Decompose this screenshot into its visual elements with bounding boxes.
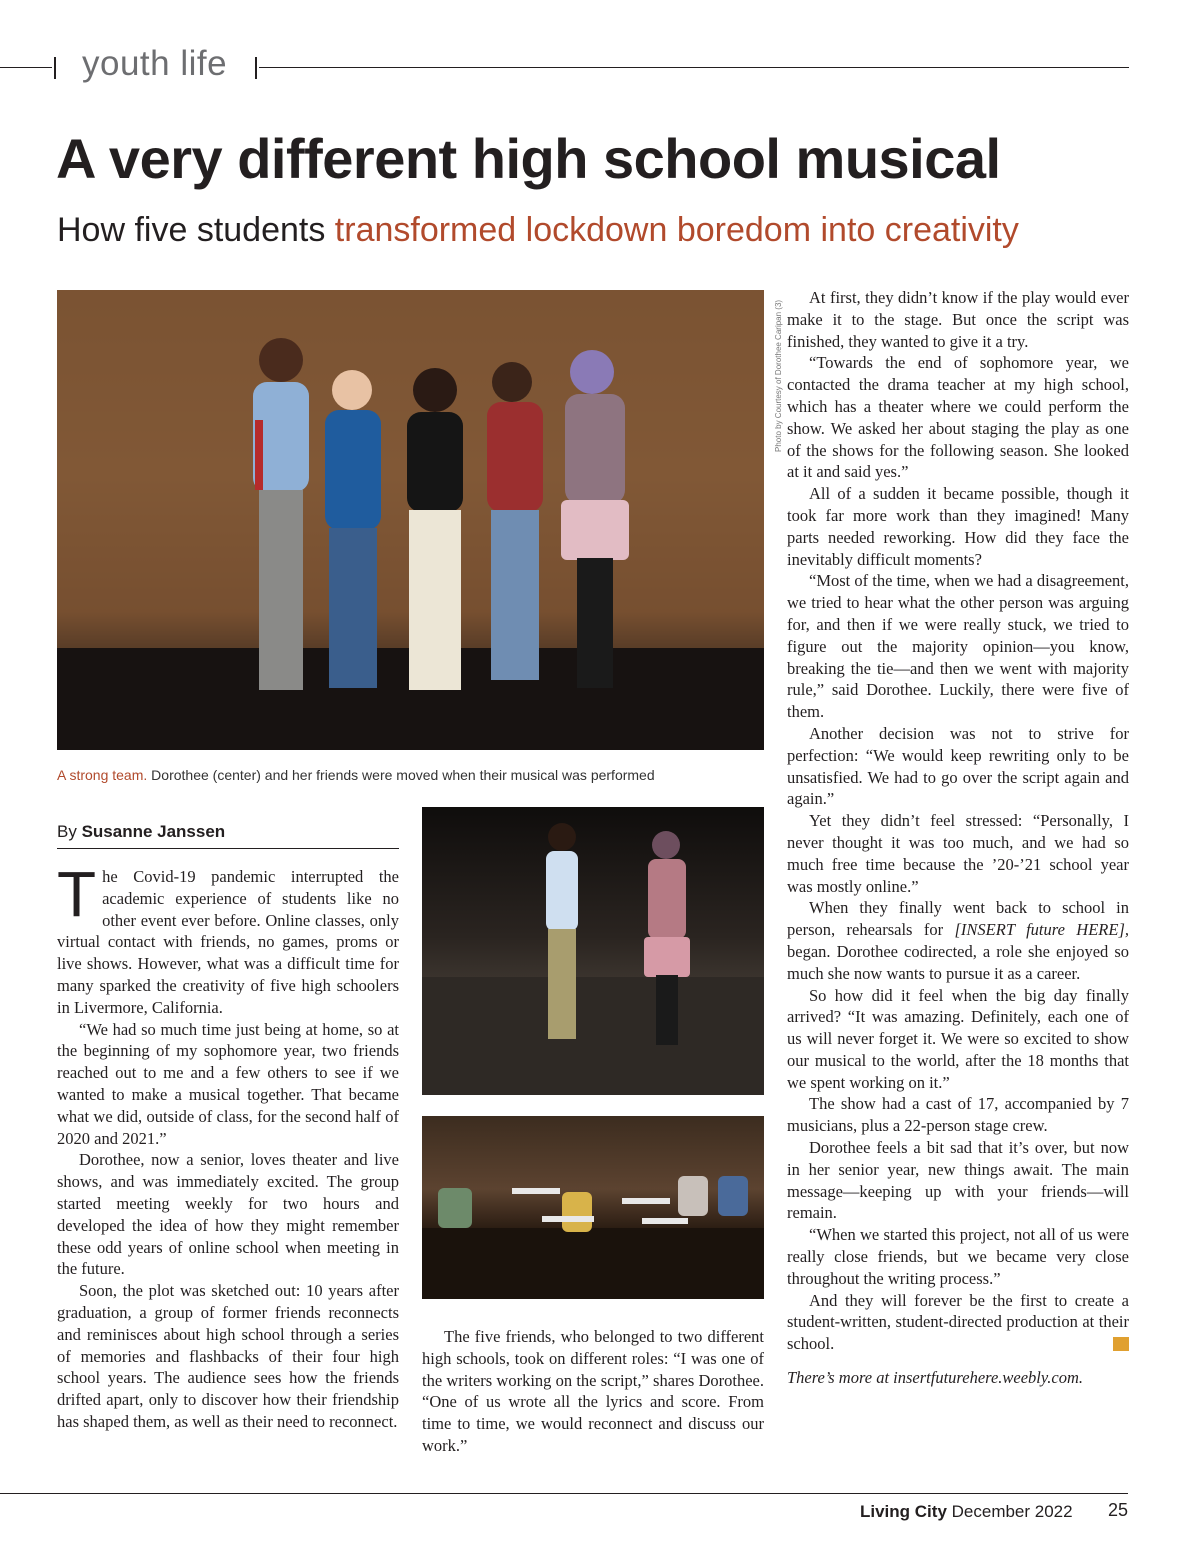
paragraph [787,897,1129,984]
paragraph: Soon, the plot was sketched out: 10 years after graduation, a group of former friends reconnects and reminisces about high school through a series of memories and flashbacks of their four high school years. The audience sees how the friends drifted apart, only to discover how their friendship has shaped them, as well as their need to reconnect. [57,1281,399,1431]
paragraph: So how did it feel when the big day finally arrived? “It was amazing. Definitely, each one of us will never forget it. We were so excited to show our musical to the world, after the 18 months that we spent working on it.” [787,985,1129,1092]
photo-caption [57,767,655,783]
paragraph [787,1290,1147,1355]
caption-text: Dorothee (center) and her friends were moved when their musical was performed [147,767,655,783]
paragraph-text: When they finally went back to school in person, rehearsals for [787,898,1129,940]
main-photo-five-students [57,290,764,750]
paragraph-text: began. Dorothee codirected, a role she enjoyed so much she now wants to pursue it as a career. [787,941,1129,983]
photo-credit-text: Photo by Courtesy of Dorothee Caripan (3) [774,299,783,452]
magazine-name: Living City [860,1502,947,1521]
section-rule-left [0,67,52,68]
byline-rule [57,848,399,849]
main-photo-illustration [57,290,764,750]
byline [57,822,225,842]
more-info-note: There’s more at insertfuturehere.weebly.com. [787,1368,1084,1388]
paragraph: The five friends, who belonged to two different high schools, took on different roles: “I was one of the writers working on the script,” shares Dorothee. “One of us wrote all the lyrics and score. From time to time, we would reconnect and discuss our work.” [422,1327,764,1455]
paragraph: Another decision was not to strive for perfection: “We would keep rewriting only to be unsatisfied. We had to go over the script again and again.” [787,723,1129,809]
subhead-plain: How five students [57,211,335,249]
paragraph-text: he Covid-19 pandemic interrupted the academic experience of students like no other event ever before. Online classes, only virtual contact with friends, no games, proms or live shows. However, what was a difficult time for many sparked the creativity of five high schoolers in Livermore, California. [57,867,399,1017]
rehearsal-photo-desks [422,1116,764,1299]
photo-credit [760,292,783,452]
section-tick-right [255,57,257,79]
footer-rule [0,1493,1128,1494]
issue-date: December 2022 [946,1502,1073,1521]
paragraph: Yet they didn’t feel stressed: “Personally, I never thought it was too much, and we had so much free time because the ’20-’21 school year was mostly online.” [787,811,1129,896]
paragraph: The show had a cast of 17, accompanied by 7 musicians, plus a 22-person stage crew. [787,1094,1129,1136]
rehearsal-photo-stage [422,807,764,1095]
end-mark-icon: LC [1113,1337,1129,1351]
headline: A very different high school musical [56,127,1001,190]
paragraph: “When we started this project, not all of us were really close friends, but we became very close throughout the writing process.” [787,1225,1129,1288]
footer-publication [860,1502,1073,1522]
subhead-accent: transformed lockdown boredom into creativity [334,211,1019,249]
article-column-3 [787,287,1147,1389]
page-number: 25 [1108,1500,1129,1520]
paragraph: All of a sudden it became possible, though it took far more work than they imagined! Many parts needed reworking. How did they face the inevitably difficult moments? [787,484,1129,569]
paragraph-text: And they will forever be the first to create a student-written, student-directed production at their school. [787,1290,1129,1354]
byline-author: Susanne Janssen [81,822,226,841]
paragraph: Dorothee, now a senior, loves theater and live shows, and was immediately excited. The group started meeting weekly for two hours and developed the idea of how they might remember these odd years of online school when meeting in the future. [57,1150,399,1279]
rehearsal-photo-illustration [422,807,764,1095]
byline-prefix: By [57,822,82,841]
show-title: [INSERT future HERE], [954,920,1129,940]
drop-cap: T [57,858,97,930]
section-tick-left [54,57,56,79]
paragraph: “We had so much time just being at home, so at the beginning of my sophomore year, two friends reached out to me and a few others to see if we wanted to make a musical together. That became what we did, outside of class, for the second half of 2020 and 2021.” [57,1019,399,1148]
section-label: youth life [82,44,228,83]
caption-lead: A strong team. [57,767,148,783]
paragraph: “Most of the time, when we had a disagreement, we tried to hear what the other person was arguing for, and then if we were really stuck, we tried to figure out the majority opinion—you know, breaking the tie—and then we went with majority rule,” said Dorothee. Luckily, there were five of them. [787,571,1129,722]
paragraph [57,858,399,1019]
article-column-2 [422,1326,764,1457]
paragraph: At first, they didn’t know if the play would ever make it to the stage. But once the script was finished, they wanted to give it a try. [787,288,1129,351]
article-column-1 [57,858,399,1433]
desks-photo-illustration [422,1116,764,1299]
paragraph: Dorothee feels a bit sad that it’s over, but now in her senior year, new things await. The main message—keeping up with your friends—will remain. [787,1138,1129,1223]
paragraph: “Towards the end of sophomore year, we contacted the drama teacher at my high school, which has a theater where we could perform the show. We asked her about staging the play as one of the shows for the following season. She looked at it and said yes.” [787,353,1129,482]
subheadline [57,211,1019,250]
section-rule-right [259,67,1129,68]
